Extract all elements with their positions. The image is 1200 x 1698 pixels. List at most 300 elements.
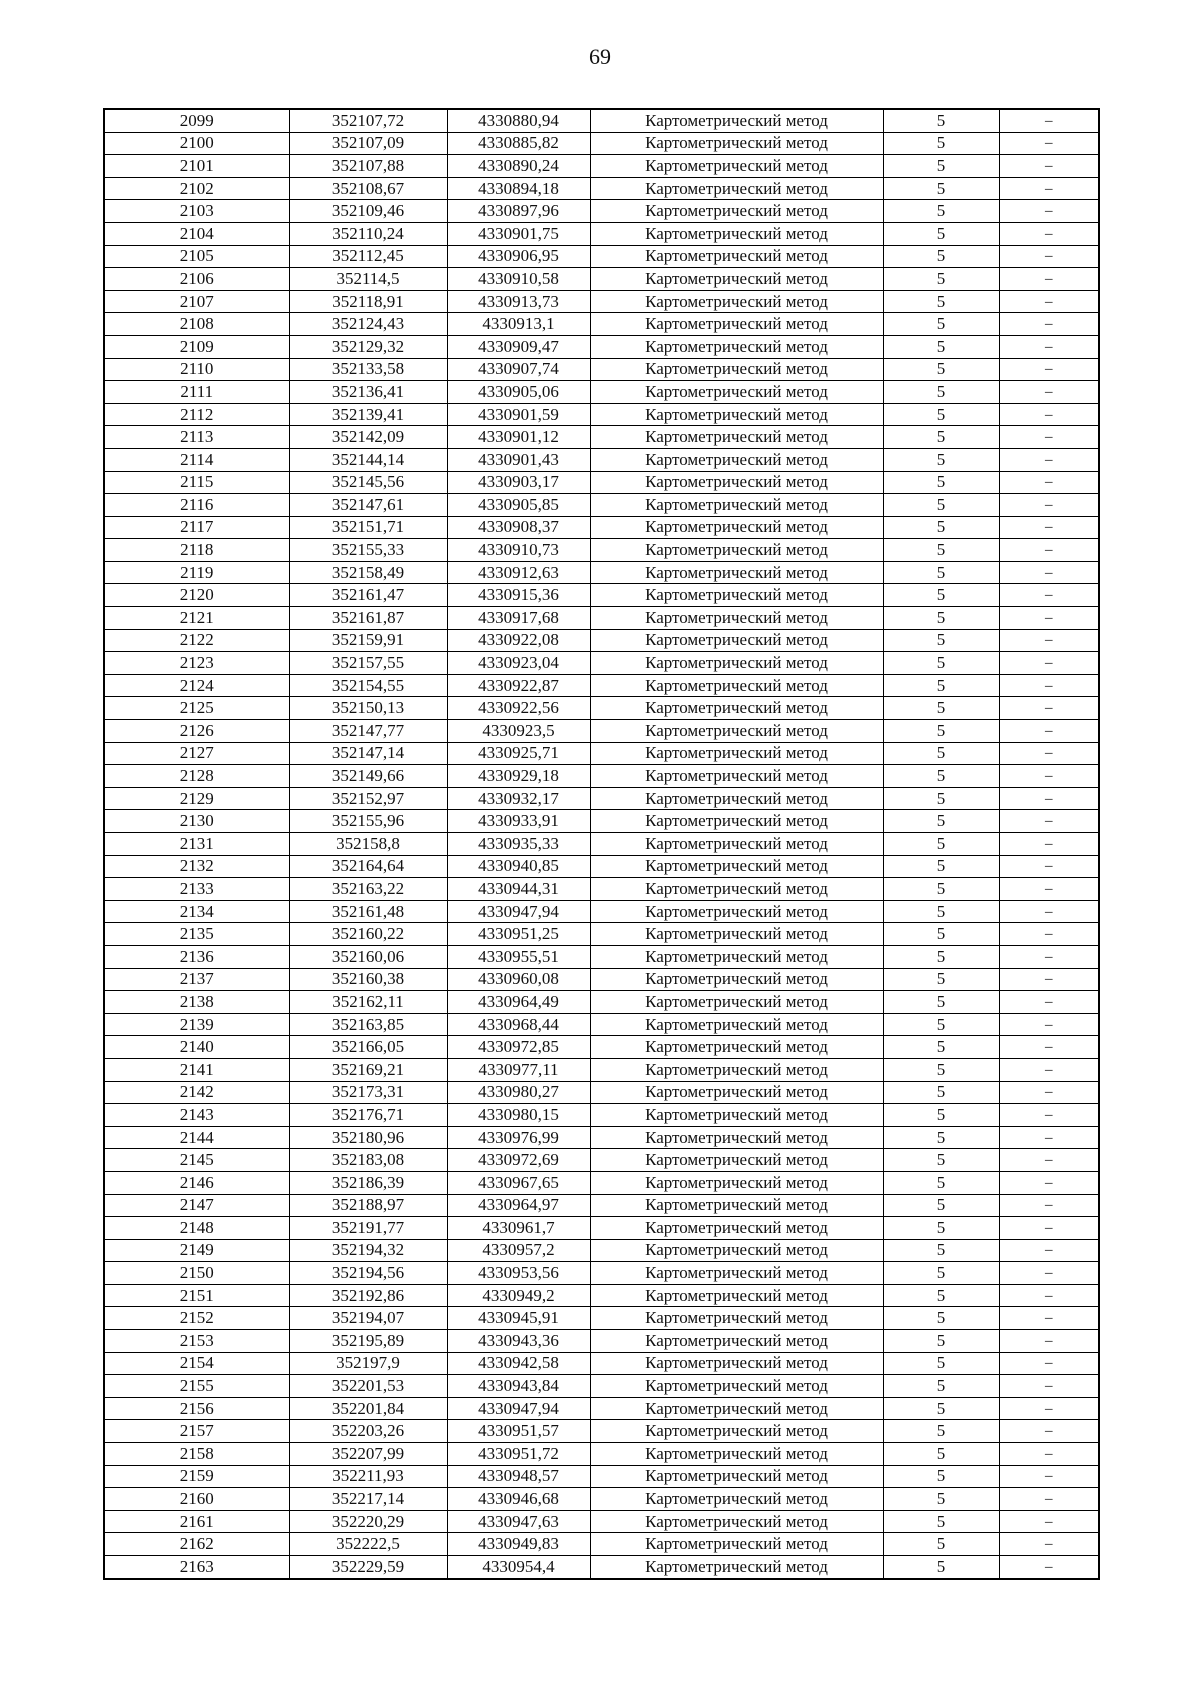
method-cell: Картометрический метод	[590, 1397, 883, 1420]
accuracy-cell: 5	[883, 1217, 999, 1240]
table-row	[104, 787, 1099, 810]
table-row	[104, 132, 1099, 155]
table-row	[104, 833, 1099, 856]
x-coordinate-cell: 352197,9	[289, 1352, 447, 1375]
table-row	[104, 991, 1099, 1014]
note-cell: –	[999, 448, 1099, 471]
table-row	[104, 245, 1099, 268]
y-coordinate-cell: 4330967,65	[447, 1171, 590, 1194]
note-cell: –	[999, 1533, 1099, 1556]
x-coordinate-cell: 352112,45	[289, 245, 447, 268]
y-coordinate-cell: 4330917,68	[447, 607, 590, 630]
accuracy-cell: 5	[883, 652, 999, 675]
point-number-cell: 2136	[104, 945, 289, 968]
x-coordinate-cell: 352229,59	[289, 1556, 447, 1579]
x-coordinate-cell: 352136,41	[289, 381, 447, 404]
x-coordinate-cell: 352158,49	[289, 561, 447, 584]
note-cell: –	[999, 833, 1099, 856]
table-row	[104, 1217, 1099, 1240]
point-number-cell: 2109	[104, 335, 289, 358]
note-cell: –	[999, 787, 1099, 810]
accuracy-cell: 5	[883, 494, 999, 517]
y-coordinate-cell: 4330880,94	[447, 109, 590, 132]
accuracy-cell: 5	[883, 245, 999, 268]
method-cell: Картометрический метод	[590, 742, 883, 765]
accuracy-cell: 5	[883, 1510, 999, 1533]
point-number-cell: 2101	[104, 155, 289, 178]
y-coordinate-cell: 4330947,94	[447, 1397, 590, 1420]
note-cell: –	[999, 1058, 1099, 1081]
table-row	[104, 765, 1099, 788]
x-coordinate-cell: 352163,22	[289, 878, 447, 901]
method-cell: Картометрический метод	[590, 1510, 883, 1533]
x-coordinate-cell: 352164,64	[289, 855, 447, 878]
table-row	[104, 810, 1099, 833]
note-cell: –	[999, 1104, 1099, 1127]
table-row	[104, 539, 1099, 562]
method-cell: Картометрический метод	[590, 1104, 883, 1127]
table-row	[104, 607, 1099, 630]
point-number-cell: 2161	[104, 1510, 289, 1533]
point-number-cell: 2124	[104, 674, 289, 697]
note-cell: –	[999, 720, 1099, 743]
y-coordinate-cell: 4330901,43	[447, 448, 590, 471]
y-coordinate-cell: 4330944,31	[447, 878, 590, 901]
accuracy-cell: 5	[883, 403, 999, 426]
y-coordinate-cell: 4330948,57	[447, 1465, 590, 1488]
x-coordinate-cell: 352183,08	[289, 1149, 447, 1172]
accuracy-cell: 5	[883, 1036, 999, 1059]
point-number-cell: 2153	[104, 1330, 289, 1353]
accuracy-cell: 5	[883, 1081, 999, 1104]
table-row	[104, 1171, 1099, 1194]
note-cell: –	[999, 1194, 1099, 1217]
y-coordinate-cell: 4330910,58	[447, 268, 590, 291]
x-coordinate-cell: 352150,13	[289, 697, 447, 720]
method-cell: Картометрический метод	[590, 381, 883, 404]
note-cell: –	[999, 945, 1099, 968]
method-cell: Картометрический метод	[590, 1194, 883, 1217]
method-cell: Картометрический метод	[590, 471, 883, 494]
note-cell: –	[999, 742, 1099, 765]
point-number-cell: 2146	[104, 1171, 289, 1194]
note-cell: –	[999, 245, 1099, 268]
method-cell: Картометрический метод	[590, 1556, 883, 1579]
y-coordinate-cell: 4330923,04	[447, 652, 590, 675]
y-coordinate-cell: 4330905,85	[447, 494, 590, 517]
method-cell: Картометрический метод	[590, 1420, 883, 1443]
table-row	[104, 109, 1099, 132]
x-coordinate-cell: 352160,38	[289, 968, 447, 991]
note-cell: –	[999, 1036, 1099, 1059]
accuracy-cell: 5	[883, 335, 999, 358]
method-cell: Картометрический метод	[590, 1081, 883, 1104]
table-row	[104, 381, 1099, 404]
method-cell: Картометрический метод	[590, 1330, 883, 1353]
note-cell: –	[999, 1330, 1099, 1353]
x-coordinate-cell: 352161,47	[289, 584, 447, 607]
point-number-cell: 2145	[104, 1149, 289, 1172]
x-coordinate-cell: 352147,14	[289, 742, 447, 765]
x-coordinate-cell: 352180,96	[289, 1126, 447, 1149]
method-cell: Картометрический метод	[590, 426, 883, 449]
point-number-cell: 2154	[104, 1352, 289, 1375]
accuracy-cell: 5	[883, 471, 999, 494]
method-cell: Картометрический метод	[590, 1488, 883, 1511]
y-coordinate-cell: 4330909,47	[447, 335, 590, 358]
y-coordinate-cell: 4330976,99	[447, 1126, 590, 1149]
point-number-cell: 2126	[104, 720, 289, 743]
note-cell: –	[999, 991, 1099, 1014]
note-cell: –	[999, 1420, 1099, 1443]
x-coordinate-cell: 352152,97	[289, 787, 447, 810]
accuracy-cell: 5	[883, 200, 999, 223]
y-coordinate-cell: 4330968,44	[447, 1013, 590, 1036]
accuracy-cell: 5	[883, 1262, 999, 1285]
point-number-cell: 2103	[104, 200, 289, 223]
x-coordinate-cell: 352211,93	[289, 1465, 447, 1488]
y-coordinate-cell: 4330951,72	[447, 1443, 590, 1466]
point-number-cell: 2123	[104, 652, 289, 675]
method-cell: Картометрический метод	[590, 652, 883, 675]
y-coordinate-cell: 4330945,91	[447, 1307, 590, 1330]
y-coordinate-cell: 4330953,56	[447, 1262, 590, 1285]
point-number-cell: 2127	[104, 742, 289, 765]
method-cell: Картометрический метод	[590, 1058, 883, 1081]
table-row	[104, 1533, 1099, 1556]
x-coordinate-cell: 352160,06	[289, 945, 447, 968]
accuracy-cell: 5	[883, 923, 999, 946]
table-row	[104, 720, 1099, 743]
accuracy-cell: 5	[883, 1171, 999, 1194]
point-number-cell: 2120	[104, 584, 289, 607]
x-coordinate-cell: 352155,96	[289, 810, 447, 833]
note-cell: –	[999, 494, 1099, 517]
table-row	[104, 313, 1099, 336]
x-coordinate-cell: 352139,41	[289, 403, 447, 426]
y-coordinate-cell: 4330947,63	[447, 1510, 590, 1533]
point-number-cell: 2130	[104, 810, 289, 833]
method-cell: Картометрический метод	[590, 945, 883, 968]
note-cell: –	[999, 1013, 1099, 1036]
method-cell: Картометрический метод	[590, 765, 883, 788]
x-coordinate-cell: 352191,77	[289, 1217, 447, 1240]
method-cell: Картометрический метод	[590, 222, 883, 245]
point-number-cell: 2147	[104, 1194, 289, 1217]
accuracy-cell: 5	[883, 991, 999, 1014]
table-row	[104, 1149, 1099, 1172]
accuracy-cell: 5	[883, 1013, 999, 1036]
table-row	[104, 674, 1099, 697]
accuracy-cell: 5	[883, 1488, 999, 1511]
point-number-cell: 2155	[104, 1375, 289, 1398]
y-coordinate-cell: 4330942,58	[447, 1352, 590, 1375]
y-coordinate-cell: 4330894,18	[447, 177, 590, 200]
method-cell: Картометрический метод	[590, 200, 883, 223]
x-coordinate-cell: 352157,55	[289, 652, 447, 675]
y-coordinate-cell: 4330925,71	[447, 742, 590, 765]
accuracy-cell: 5	[883, 313, 999, 336]
table-row	[104, 200, 1099, 223]
table-row	[104, 471, 1099, 494]
point-number-cell: 2158	[104, 1443, 289, 1466]
x-coordinate-cell: 352160,22	[289, 923, 447, 946]
y-coordinate-cell: 4330961,7	[447, 1217, 590, 1240]
x-coordinate-cell: 352151,71	[289, 516, 447, 539]
point-number-cell: 2134	[104, 900, 289, 923]
note-cell: –	[999, 878, 1099, 901]
y-coordinate-cell: 4330912,63	[447, 561, 590, 584]
note-cell: –	[999, 1375, 1099, 1398]
table-row	[104, 968, 1099, 991]
y-coordinate-cell: 4330949,2	[447, 1284, 590, 1307]
x-coordinate-cell: 352166,05	[289, 1036, 447, 1059]
coordinates-table-body	[104, 109, 1099, 1579]
y-coordinate-cell: 4330913,73	[447, 290, 590, 313]
point-number-cell: 2151	[104, 1284, 289, 1307]
x-coordinate-cell: 352195,89	[289, 1330, 447, 1353]
accuracy-cell: 5	[883, 629, 999, 652]
note-cell: –	[999, 1307, 1099, 1330]
table-row	[104, 1058, 1099, 1081]
point-number-cell: 2137	[104, 968, 289, 991]
point-number-cell: 2119	[104, 561, 289, 584]
point-number-cell: 2144	[104, 1126, 289, 1149]
y-coordinate-cell: 4330885,82	[447, 132, 590, 155]
note-cell: –	[999, 652, 1099, 675]
note-cell: –	[999, 1262, 1099, 1285]
accuracy-cell: 5	[883, 900, 999, 923]
table-row	[104, 561, 1099, 584]
point-number-cell: 2159	[104, 1465, 289, 1488]
method-cell: Картометрический метод	[590, 448, 883, 471]
note-cell: –	[999, 403, 1099, 426]
note-cell: –	[999, 290, 1099, 313]
accuracy-cell: 5	[883, 720, 999, 743]
accuracy-cell: 5	[883, 742, 999, 765]
x-coordinate-cell: 352118,91	[289, 290, 447, 313]
accuracy-cell: 5	[883, 1104, 999, 1127]
point-number-cell: 2133	[104, 878, 289, 901]
accuracy-cell: 5	[883, 516, 999, 539]
point-number-cell: 2141	[104, 1058, 289, 1081]
y-coordinate-cell: 4330906,95	[447, 245, 590, 268]
table-row	[104, 516, 1099, 539]
table-row	[104, 878, 1099, 901]
y-coordinate-cell: 4330980,27	[447, 1081, 590, 1104]
method-cell: Картометрический метод	[590, 968, 883, 991]
x-coordinate-cell: 352162,11	[289, 991, 447, 1014]
note-cell: –	[999, 674, 1099, 697]
note-cell: –	[999, 268, 1099, 291]
y-coordinate-cell: 4330922,87	[447, 674, 590, 697]
point-number-cell: 2113	[104, 426, 289, 449]
accuracy-cell: 5	[883, 810, 999, 833]
table-row	[104, 1510, 1099, 1533]
point-number-cell: 2107	[104, 290, 289, 313]
method-cell: Картометрический метод	[590, 109, 883, 132]
accuracy-cell: 5	[883, 358, 999, 381]
table-row	[104, 290, 1099, 313]
accuracy-cell: 5	[883, 1443, 999, 1466]
x-coordinate-cell: 352145,56	[289, 471, 447, 494]
page-number: 69	[589, 44, 611, 69]
table-row	[104, 923, 1099, 946]
point-number-cell: 2157	[104, 1420, 289, 1443]
note-cell: –	[999, 1171, 1099, 1194]
x-coordinate-cell: 352107,09	[289, 132, 447, 155]
x-coordinate-cell: 352108,67	[289, 177, 447, 200]
note-cell: –	[999, 1149, 1099, 1172]
note-cell: –	[999, 358, 1099, 381]
table-row	[104, 1330, 1099, 1353]
x-coordinate-cell: 352188,97	[289, 1194, 447, 1217]
method-cell: Картометрический метод	[590, 358, 883, 381]
point-number-cell: 2148	[104, 1217, 289, 1240]
note-cell: –	[999, 765, 1099, 788]
point-number-cell: 2121	[104, 607, 289, 630]
point-number-cell: 2105	[104, 245, 289, 268]
x-coordinate-cell: 352154,55	[289, 674, 447, 697]
table-row	[104, 742, 1099, 765]
note-cell: –	[999, 1081, 1099, 1104]
method-cell: Картометрический метод	[590, 584, 883, 607]
method-cell: Картометрический метод	[590, 516, 883, 539]
point-number-cell: 2140	[104, 1036, 289, 1059]
x-coordinate-cell: 352163,85	[289, 1013, 447, 1036]
note-cell: –	[999, 900, 1099, 923]
method-cell: Картометрический метод	[590, 787, 883, 810]
x-coordinate-cell: 352194,32	[289, 1239, 447, 1262]
accuracy-cell: 5	[883, 584, 999, 607]
y-coordinate-cell: 4330943,36	[447, 1330, 590, 1353]
point-number-cell: 2152	[104, 1307, 289, 1330]
method-cell: Картометрический метод	[590, 674, 883, 697]
table-row	[104, 1194, 1099, 1217]
point-number-cell: 2135	[104, 923, 289, 946]
accuracy-cell: 5	[883, 155, 999, 178]
table-row	[104, 335, 1099, 358]
table-row	[104, 1239, 1099, 1262]
note-cell: –	[999, 177, 1099, 200]
table-row	[104, 1397, 1099, 1420]
point-number-cell: 2115	[104, 471, 289, 494]
accuracy-cell: 5	[883, 1284, 999, 1307]
y-coordinate-cell: 4330943,84	[447, 1375, 590, 1398]
accuracy-cell: 5	[883, 1352, 999, 1375]
method-cell: Картометрический метод	[590, 268, 883, 291]
y-coordinate-cell: 4330960,08	[447, 968, 590, 991]
method-cell: Картометрический метод	[590, 1307, 883, 1330]
method-cell: Картометрический метод	[590, 720, 883, 743]
y-coordinate-cell: 4330923,5	[447, 720, 590, 743]
x-coordinate-cell: 352161,48	[289, 900, 447, 923]
x-coordinate-cell: 352107,88	[289, 155, 447, 178]
x-coordinate-cell: 352176,71	[289, 1104, 447, 1127]
method-cell: Картометрический метод	[590, 1126, 883, 1149]
y-coordinate-cell: 4330922,56	[447, 697, 590, 720]
y-coordinate-cell: 4330922,08	[447, 629, 590, 652]
note-cell: –	[999, 855, 1099, 878]
table-row	[104, 697, 1099, 720]
note-cell: –	[999, 335, 1099, 358]
point-number-cell: 2163	[104, 1556, 289, 1579]
note-cell: –	[999, 109, 1099, 132]
method-cell: Картометрический метод	[590, 629, 883, 652]
y-coordinate-cell: 4330946,68	[447, 1488, 590, 1511]
point-number-cell: 2156	[104, 1397, 289, 1420]
note-cell: –	[999, 810, 1099, 833]
point-number-cell: 2111	[104, 381, 289, 404]
x-coordinate-cell: 352207,99	[289, 1443, 447, 1466]
note-cell: –	[999, 155, 1099, 178]
coordinates-table	[103, 108, 1100, 1580]
x-coordinate-cell: 352194,56	[289, 1262, 447, 1285]
accuracy-cell: 5	[883, 1239, 999, 1262]
note-cell: –	[999, 968, 1099, 991]
x-coordinate-cell: 352133,58	[289, 358, 447, 381]
point-number-cell: 2143	[104, 1104, 289, 1127]
accuracy-cell: 5	[883, 945, 999, 968]
y-coordinate-cell: 4330901,59	[447, 403, 590, 426]
note-cell: –	[999, 1217, 1099, 1240]
accuracy-cell: 5	[883, 878, 999, 901]
method-cell: Картометрический метод	[590, 177, 883, 200]
note-cell: –	[999, 539, 1099, 562]
point-number-cell: 2125	[104, 697, 289, 720]
note-cell: –	[999, 1126, 1099, 1149]
accuracy-cell: 5	[883, 855, 999, 878]
method-cell: Картометрический метод	[590, 335, 883, 358]
point-number-cell: 2142	[104, 1081, 289, 1104]
note-cell: –	[999, 381, 1099, 404]
point-number-cell: 2162	[104, 1533, 289, 1556]
y-coordinate-cell: 4330940,85	[447, 855, 590, 878]
table-row	[104, 403, 1099, 426]
table-row	[104, 1126, 1099, 1149]
x-coordinate-cell: 352158,8	[289, 833, 447, 856]
note-cell: –	[999, 132, 1099, 155]
method-cell: Картометрический метод	[590, 878, 883, 901]
y-coordinate-cell: 4330964,97	[447, 1194, 590, 1217]
y-coordinate-cell: 4330910,73	[447, 539, 590, 562]
x-coordinate-cell: 352114,5	[289, 268, 447, 291]
x-coordinate-cell: 352109,46	[289, 200, 447, 223]
point-number-cell: 2104	[104, 222, 289, 245]
note-cell: –	[999, 200, 1099, 223]
point-number-cell: 2150	[104, 1262, 289, 1285]
method-cell: Картометрический метод	[590, 1352, 883, 1375]
x-coordinate-cell: 352159,91	[289, 629, 447, 652]
point-number-cell: 2116	[104, 494, 289, 517]
table-row	[104, 1013, 1099, 1036]
accuracy-cell: 5	[883, 222, 999, 245]
point-number-cell: 2138	[104, 991, 289, 1014]
x-coordinate-cell: 352203,26	[289, 1420, 447, 1443]
x-coordinate-cell: 352222,5	[289, 1533, 447, 1556]
x-coordinate-cell: 352186,39	[289, 1171, 447, 1194]
x-coordinate-cell: 352192,86	[289, 1284, 447, 1307]
y-coordinate-cell: 4330949,83	[447, 1533, 590, 1556]
method-cell: Картометрический метод	[590, 494, 883, 517]
table-row	[104, 1104, 1099, 1127]
method-cell: Картометрический метод	[590, 1443, 883, 1466]
method-cell: Картометрический метод	[590, 900, 883, 923]
accuracy-cell: 5	[883, 1194, 999, 1217]
note-cell: –	[999, 629, 1099, 652]
note-cell: –	[999, 1284, 1099, 1307]
method-cell: Картометрический метод	[590, 403, 883, 426]
